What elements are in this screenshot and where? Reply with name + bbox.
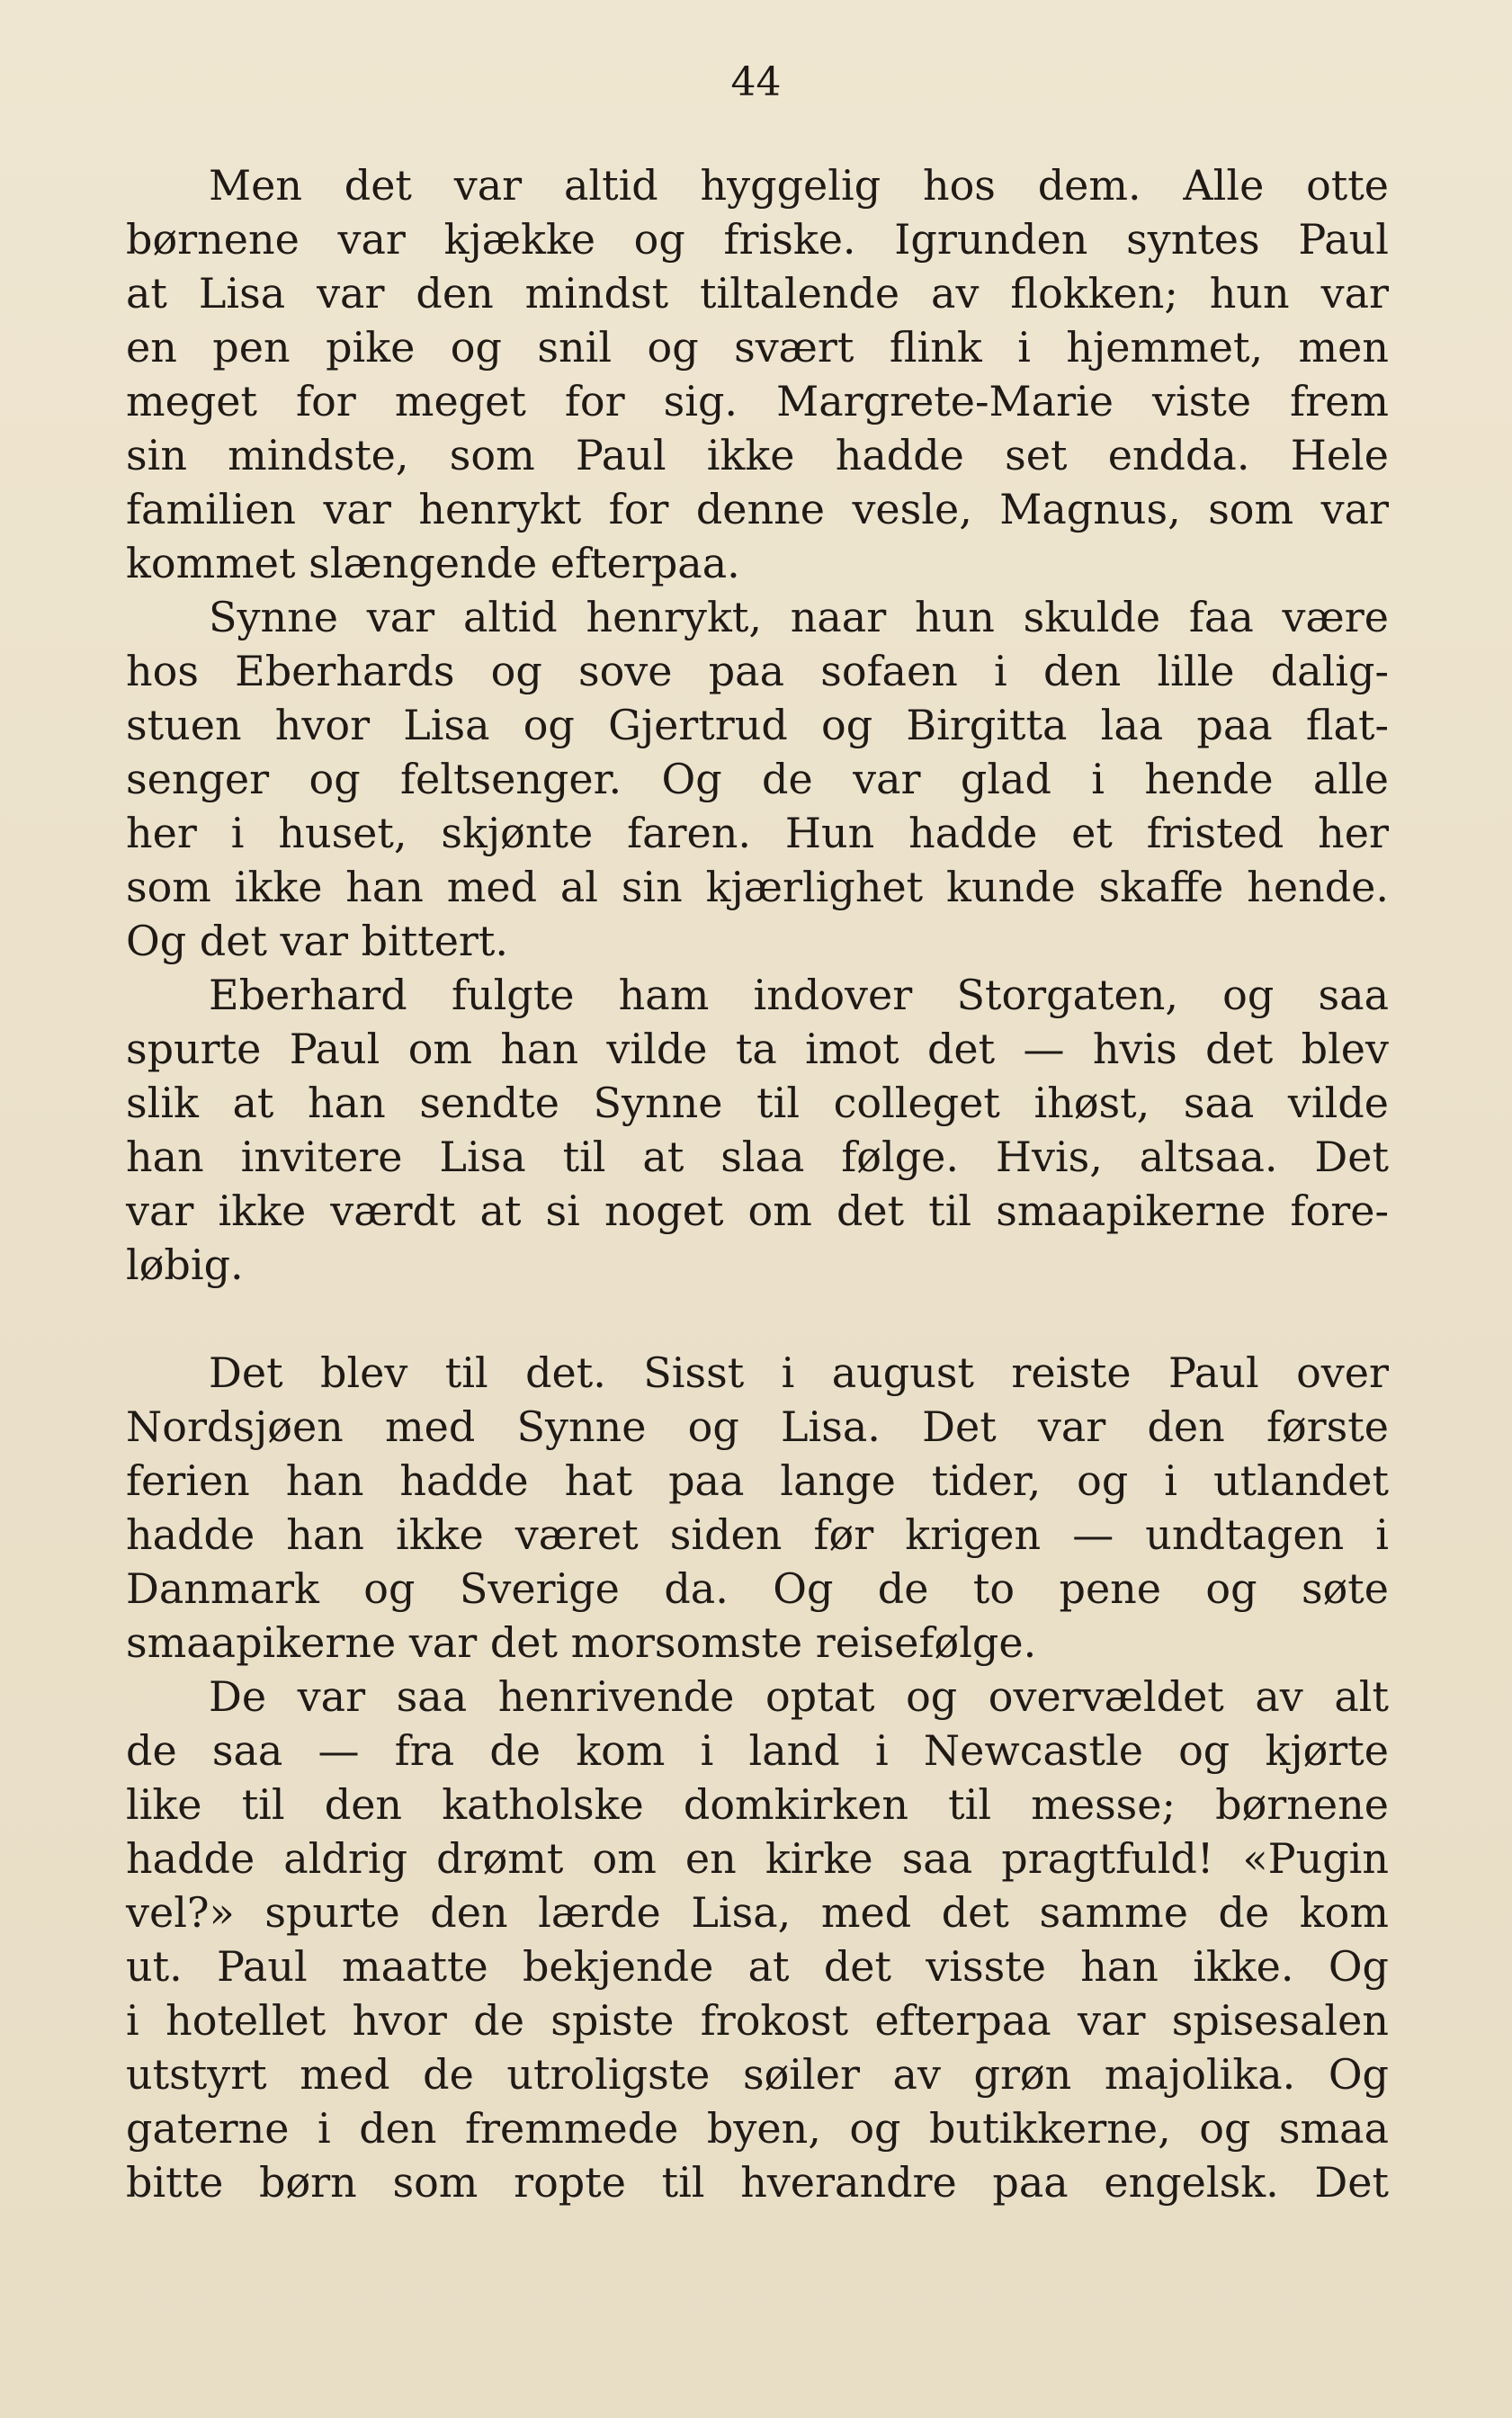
text-line: børnene var kjække og friske. Igrunden syntes Paul xyxy=(126,215,1389,264)
text-line: bitte børn som ropte til hverandre paa engelsk. Det xyxy=(126,2158,1389,2207)
text-section-2 xyxy=(126,1346,1389,2209)
text-section-1 xyxy=(126,158,1389,1292)
text-line: stuen hvor Lisa og Gjertrud og Birgitta laa paa flat- xyxy=(126,701,1389,749)
text-line: hadde aldrig drømt om en kirke saa pragtfuld! «Pugin xyxy=(126,1834,1389,1883)
text-line: Men det var altid hyggelig hos dem. Alle otte xyxy=(209,161,1389,210)
text-line: her i huset, skjønte faren. Hun hadde et fristed her xyxy=(126,809,1389,857)
text-line: familien var henrykt for denne vesle, Magnus, som var xyxy=(126,485,1389,533)
text-line: hadde han ikke været siden før krigen — undtagen i xyxy=(126,1510,1389,1559)
text-line: De var saa henrivende optat og overvældet av alt xyxy=(209,1672,1389,1721)
text-line: ut. Paul maatte bekjende at det visste han ikke. Og xyxy=(126,1942,1389,1991)
text-line: de saa — fra de kom i land i Newcastle og kjørte xyxy=(126,1726,1389,1775)
text-line: at Lisa var den mindst tiltalende av flokken; hun var xyxy=(126,269,1389,318)
text-line: meget for meget for sig. Margrete-Marie viste frem xyxy=(126,377,1389,425)
text-line: senger og feltsenger. Og de var glad i hende alle xyxy=(126,755,1389,803)
text-line: spurte Paul om han vilde ta imot det — hvis det blev xyxy=(126,1025,1389,1073)
text-line: vel?» spurte den lærde Lisa, med det samme de kom xyxy=(126,1888,1389,1937)
text-line: Det blev til det. Sisst i august reiste Paul over xyxy=(209,1348,1389,1397)
text-line: hos Eberhards og sove paa sofaen i den lille dalig- xyxy=(126,647,1389,695)
text-line: han invitere Lisa til at slaa følge. Hvis, altsaa. Det xyxy=(126,1133,1389,1181)
text-line: gaterne i den fremmede byen, og butikkerne, og smaa xyxy=(126,2104,1389,2153)
text-line: i hotellet hvor de spiste frokost efterpaa var spisesalen xyxy=(126,1996,1389,2045)
text-line: like til den katholske domkirken til messe; børnene xyxy=(126,1780,1389,1829)
text-line: løbig. xyxy=(126,1240,244,1289)
text-line: utstyrt med de utroligste søiler av grøn majolika. Og xyxy=(126,2050,1389,2099)
text-line: slik at han sendte Synne til colleget ihøst, saa vilde xyxy=(126,1079,1389,1127)
text-line: Danmark og Sverige da. Og de to pene og søte xyxy=(126,1564,1389,1613)
text-line: Synne var altid henrykt, naar hun skulde faa være xyxy=(209,593,1389,641)
text-line: ferien han hadde hat paa lange tider, og i utlandet xyxy=(126,1456,1389,1505)
text-line: Nordsjøen med Synne og Lisa. Det var den første xyxy=(126,1402,1389,1451)
text-line: som ikke han med al sin kjærlighet kunde skaffe hende. xyxy=(126,863,1389,911)
text-line: Og det var bittert. xyxy=(126,917,509,965)
text-line: kommet slængende efterpaa. xyxy=(126,539,740,587)
page-number: 44 xyxy=(730,59,782,105)
text-line: en pen pike og snil og svært flink i hjemmet, men xyxy=(126,323,1389,372)
text-line: sin mindste, som Paul ikke hadde set endda. Hele xyxy=(126,431,1389,479)
text-line: var ikke værdt at si noget om det til smaapikerne fore- xyxy=(126,1187,1389,1235)
text-line: Eberhard fulgte ham indover Storgaten, og saa xyxy=(209,971,1389,1019)
text-line: smaapikerne var det morsomste reisefølge. xyxy=(126,1618,1037,1667)
